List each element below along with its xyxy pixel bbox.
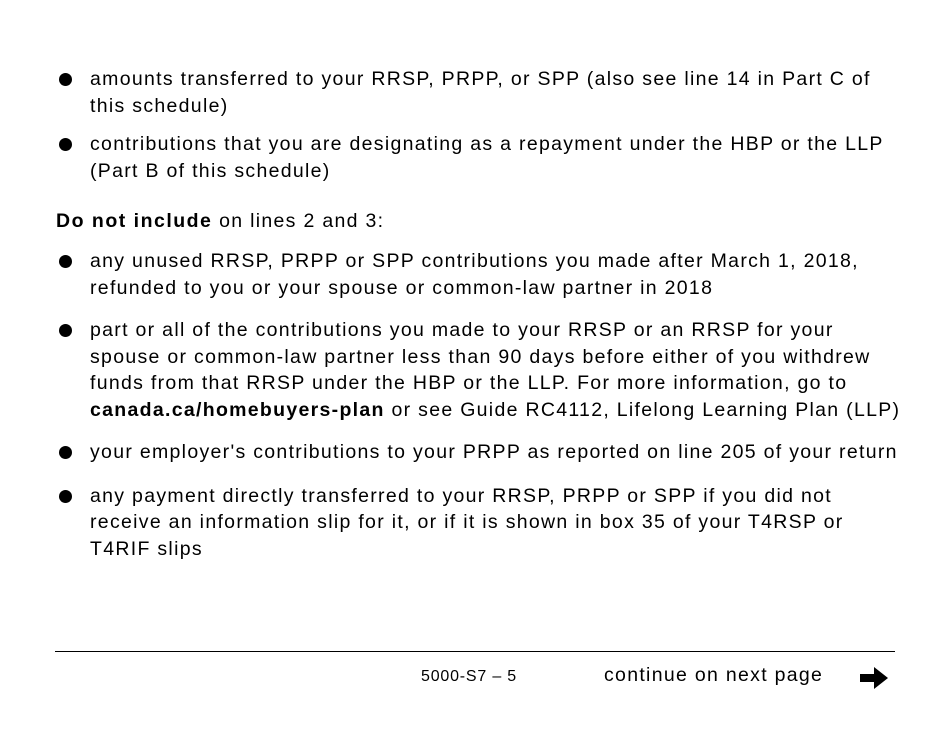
list-item — [56, 66, 906, 119]
continue-label: continue on next page — [604, 664, 824, 686]
list-item-text: part or all of the contributions you made to your RRSP or an RRSP for your spouse or common-law partner less than 90 days before either of you withdrew funds from that RRSP under the HBP or the LLP. For more information, go to — [90, 319, 871, 394]
list-item — [56, 317, 906, 423]
list-item-text: your employer's contributions to your PRPP as reported on line 205 of your return — [90, 441, 898, 463]
list-item-text: any unused RRSP, PRPP or SPP contributions you made after March 1, 2018, refunded to you or your spouse or common-law partner in 2018 — [90, 250, 859, 299]
heading-bold: Do not include — [56, 210, 213, 232]
form-page-number: 5000-S7 – 5 — [421, 668, 517, 685]
list-item — [56, 483, 906, 563]
list-item-text: any payment directly transferred to your RRSP, PRPP or SPP if you did not receive an information slip for it, or if it is shown in box 35 of your T4RSP or T4RIF slips — [90, 484, 844, 560]
do-not-include-heading — [56, 208, 384, 234]
list-item-text: amounts transferred to your RRSP, PRPP, or SPP (also see line 14 in Part C of this schedule) — [90, 68, 871, 117]
list-item — [56, 439, 906, 466]
bullet-icon — [59, 490, 72, 503]
bullet-icon — [59, 138, 72, 151]
footer-divider — [55, 651, 895, 652]
heading-rest: on lines 2 and 3: — [212, 210, 385, 232]
bullet-icon — [59, 446, 72, 459]
bullet-icon — [59, 73, 72, 86]
list-item-text-end: or see Guide RC4112, Lifelong Learning Plan (LLP) — [384, 398, 901, 421]
list-item — [56, 131, 906, 184]
right-arrow-icon — [858, 665, 890, 691]
list-item — [56, 248, 906, 301]
bullet-icon — [59, 255, 72, 268]
excluded-amounts-list — [56, 248, 906, 562]
included-amounts-list — [56, 66, 906, 184]
bullet-icon — [59, 324, 72, 337]
list-item-text: contributions that you are designating as a repayment under the HBP or the LLP (Part B of this schedule) — [90, 133, 884, 182]
homebuyers-plan-link[interactable]: canada.ca/homebuyers-plan — [90, 398, 385, 421]
